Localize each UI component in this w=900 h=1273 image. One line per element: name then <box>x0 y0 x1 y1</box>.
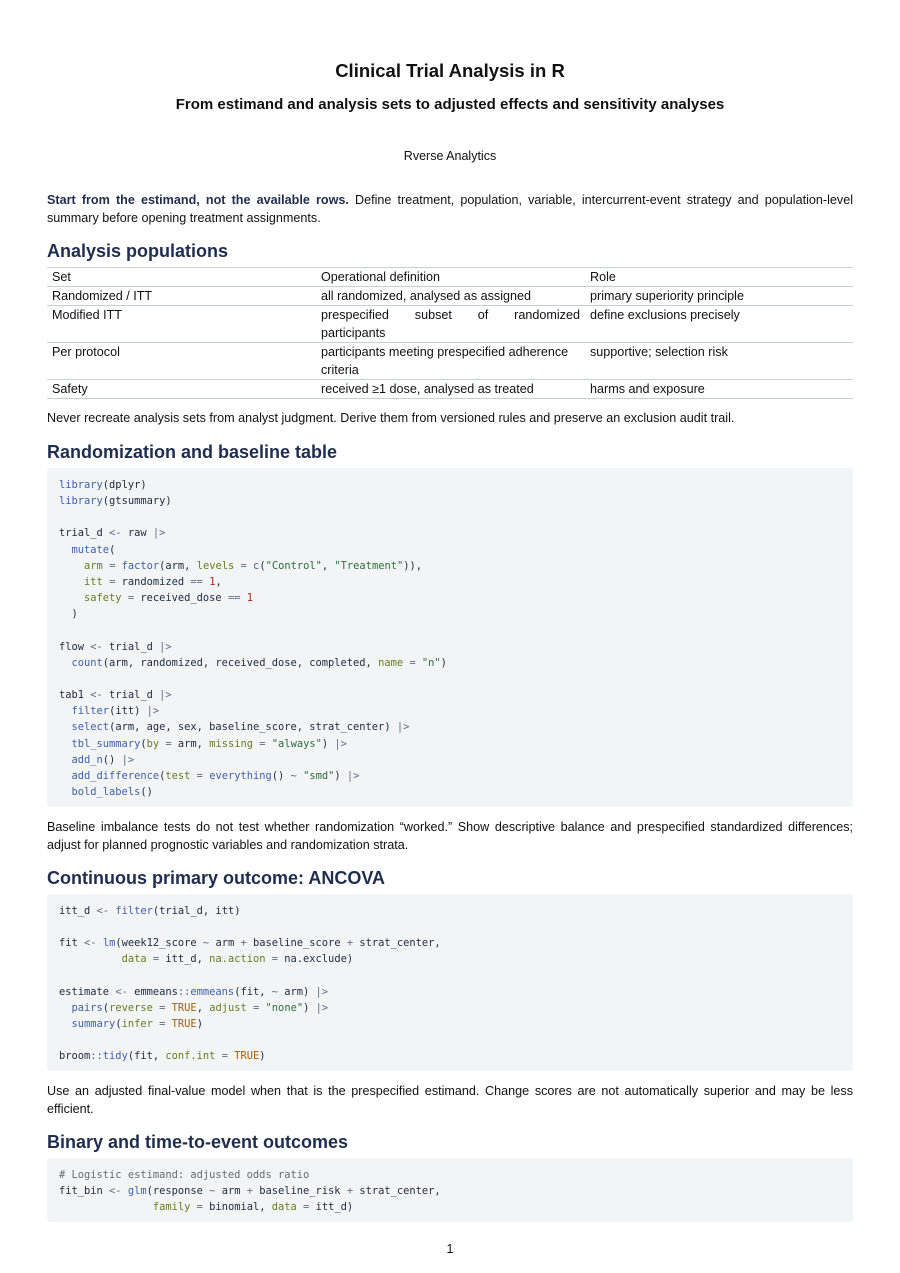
column-header-definition: Operational definition <box>316 268 585 287</box>
page-number: 1 <box>446 1242 454 1256</box>
analysis-populations-table <box>47 267 853 399</box>
table-cell: received ≥1 dose, analysed as treated <box>316 380 585 399</box>
section-heading-randomization: Randomization and baseline table <box>47 442 338 462</box>
table-cell: harms and exposure <box>585 380 853 399</box>
table-header-row <box>47 268 853 287</box>
table-row <box>47 287 853 306</box>
document-title: Clinical Trial Analysis in R <box>335 60 565 81</box>
ancova-paragraph: Use an adjusted final-value model when that is the prespecified estimand. Change scores are not automatically superior and may be less efficient. <box>47 1084 853 1116</box>
intro-text: Define treatment, population, variable, intercurrent-event strategy and population-level summary before opening treatment assignments. <box>47 193 853 225</box>
code-block-binary: # Logistic estimand: adjusted odds ratio fit_bin <- glm(response ~ arm + baseline_risk + strat_center, family = binomial, data = itt_d) <box>47 1158 853 1222</box>
table-cell: define exclusions precisely <box>585 306 853 343</box>
table-cell: prespecified subset of randomized participants <box>316 306 585 343</box>
section-heading-binary: Binary and time-to-event outcomes <box>47 1132 349 1152</box>
section-heading-ancova: Continuous primary outcome: ANCOVA <box>47 868 386 888</box>
table-cell: Modified ITT <box>47 306 316 343</box>
baseline-paragraph: Baseline imbalance tests do not test whether randomization “worked.” Show descriptive balance and prespecified standardized differences; adjust for planned prognostic variables and randomization strata. <box>47 820 853 852</box>
table-cell: Per protocol <box>47 343 316 380</box>
table-cell: primary superiority principle <box>585 287 853 306</box>
code-block-ancova: itt_d <- filter(trial_d, itt) fit <- lm(week12_score ~ arm + baseline_score + strat_center, data = itt_d, na.action = na.exclude) estimate <- emmeans::emmeans(fit, ~ arm) |> pairs(reverse = TRUE, adjust = "none") |> summary(infer = TRUE) broom::tidy(fit, conf.int = TRUE) <box>47 894 853 1071</box>
table-row <box>47 343 853 380</box>
table-row <box>47 380 853 399</box>
table-cell: supportive; selection risk <box>585 343 853 380</box>
table-cell: all randomized, analysed as assigned <box>316 287 585 306</box>
table-cell: participants meeting prespecified adherence criteria <box>316 343 585 380</box>
author: Rverse Analytics <box>403 149 497 163</box>
code-block-randomization: library(dplyr) library(gtsummary) trial_d <- raw |> mutate( arm = factor(arm, levels = c("Control", "Treatment")), itt = randomized == 1, safety = received_dose == 1 ) flow <- trial_d |> count(arm, randomized, received_dose, completed, name = "n") tab1 <- trial_d |> filter(itt) |> select(arm, age, sex, baseline_score, strat_center) |> tbl_summary(by = arm, missing = "always") |> add_n() |> add_difference(test = everything() ~ "smd") |> bold_labels() <box>47 468 853 807</box>
document-subtitle: From estimand and analysis sets to adjusted effects and sensitivity analyses <box>175 96 725 113</box>
table-row <box>47 306 853 343</box>
table-cell: Safety <box>47 380 316 399</box>
intro-paragraph <box>47 191 853 227</box>
analysis-sets-paragraph: Never recreate analysis sets from analyst judgment. Derive them from versioned rules and preserve an exclusion audit trail. <box>47 411 735 425</box>
section-heading-populations: Analysis populations <box>47 241 229 261</box>
column-header-role: Role <box>585 268 853 287</box>
column-header-set: Set <box>47 268 316 287</box>
table-cell: Randomized / ITT <box>47 287 316 306</box>
intro-lead: Start from the estimand, not the available rows. <box>47 193 349 207</box>
